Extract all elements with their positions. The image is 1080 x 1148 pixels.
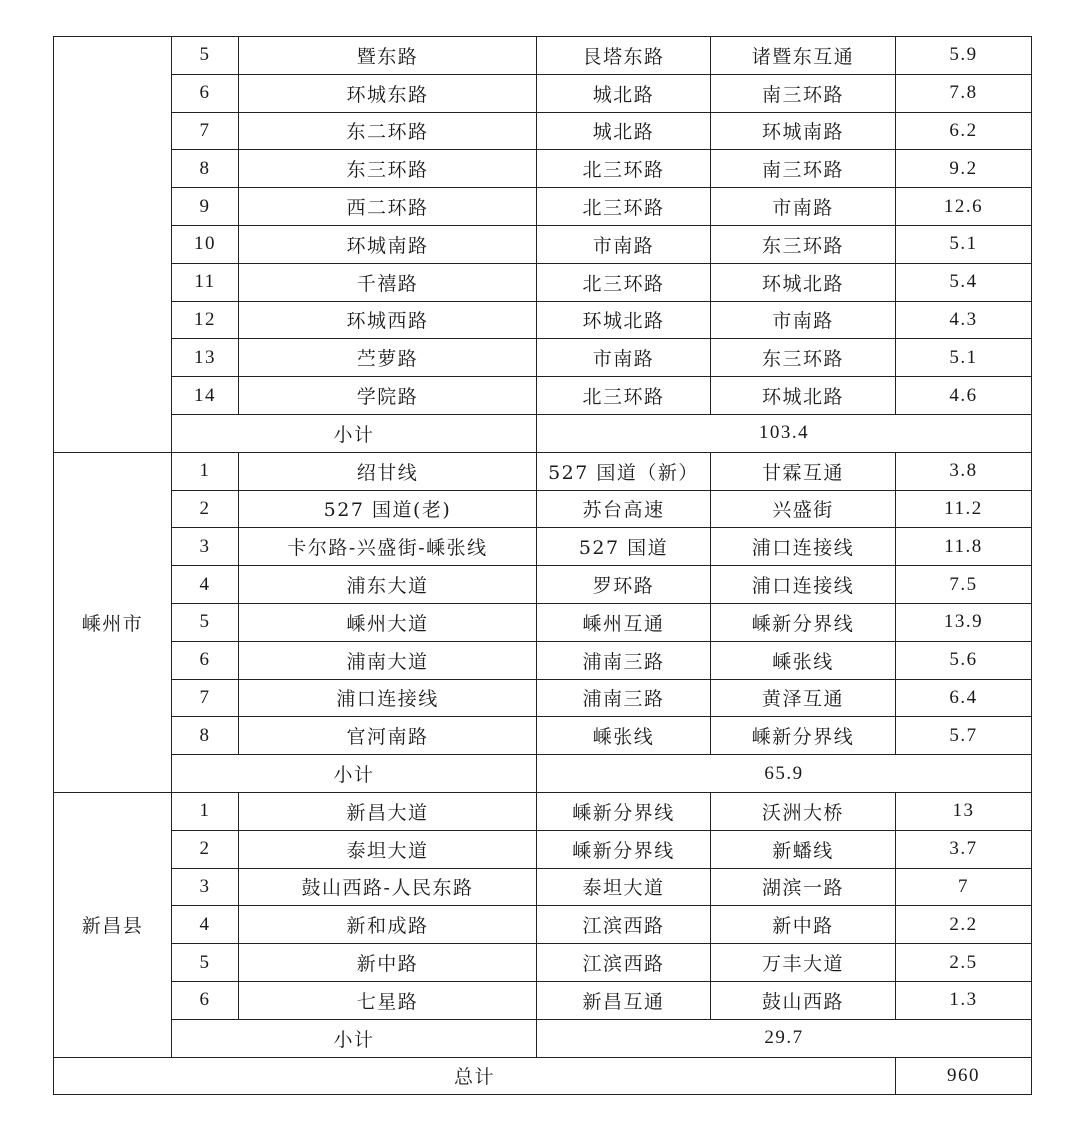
road-name-cell: 暨东路	[239, 37, 537, 75]
subtotal-label: 小计	[172, 414, 537, 452]
end-point-cell: 新中路	[711, 906, 896, 944]
row-number-cell: 7	[172, 679, 239, 717]
length-cell: 1.3	[896, 981, 1032, 1019]
end-point-cell: 环城北路	[711, 377, 896, 415]
length-cell: 7	[896, 868, 1032, 906]
table-row	[54, 377, 1032, 415]
subtotal-label: 小计	[172, 1019, 537, 1057]
end-point-cell: 新蟠线	[711, 830, 896, 868]
start-point-cell: 泰坦大道	[537, 868, 711, 906]
district-cell: 新昌县	[54, 792, 172, 1057]
end-point-cell: 环城北路	[711, 263, 896, 301]
end-point-cell: 市南路	[711, 188, 896, 226]
length-cell: 13	[896, 792, 1032, 830]
start-point-cell: 罗环路	[537, 566, 711, 604]
length-cell: 5.6	[896, 641, 1032, 679]
length-cell: 13.9	[896, 603, 1032, 641]
road-name-cell: 新中路	[239, 944, 537, 982]
subtotal-value: 103.4	[537, 414, 1032, 452]
table-row	[54, 490, 1032, 528]
subtotal-row	[54, 414, 1032, 452]
end-point-cell: 浦口连接线	[711, 566, 896, 604]
road-name-cell: 浦南大道	[239, 641, 537, 679]
end-point-cell: 嵊张线	[711, 641, 896, 679]
row-number-cell: 5	[172, 603, 239, 641]
table-row	[54, 150, 1032, 188]
table-row	[54, 225, 1032, 263]
row-number-cell: 12	[172, 301, 239, 339]
start-point-cell: 江滨西路	[537, 906, 711, 944]
row-number-cell: 9	[172, 188, 239, 226]
roads-table	[53, 36, 1032, 1095]
total-value: 960	[896, 1057, 1032, 1095]
road-name-cell: 嵊州大道	[239, 603, 537, 641]
end-point-cell: 湖滨一路	[711, 868, 896, 906]
start-point-cell: 艮塔东路	[537, 37, 711, 75]
road-name-cell: 西二环路	[239, 188, 537, 226]
table-row	[54, 981, 1032, 1019]
length-cell: 7.8	[896, 74, 1032, 112]
row-number-cell: 5	[172, 944, 239, 982]
start-point-cell: 527 国道	[537, 528, 711, 566]
start-point-cell: 北三环路	[537, 263, 711, 301]
road-name-cell: 学院路	[239, 377, 537, 415]
end-point-cell: 南三环路	[711, 74, 896, 112]
table-row	[54, 188, 1032, 226]
road-name-cell: 浦口连接线	[239, 679, 537, 717]
roads-table-body	[54, 37, 1032, 1095]
table-row	[54, 717, 1032, 755]
length-cell: 3.7	[896, 830, 1032, 868]
start-point-cell: 北三环路	[537, 377, 711, 415]
road-name-cell: 绍甘线	[239, 452, 537, 490]
length-cell: 3.8	[896, 452, 1032, 490]
road-name-cell: 七星路	[239, 981, 537, 1019]
row-number-cell: 5	[172, 37, 239, 75]
table-row	[54, 566, 1032, 604]
table-row	[54, 944, 1032, 982]
table-row	[54, 679, 1032, 717]
road-name-cell: 527 国道(老)	[239, 490, 537, 528]
length-cell: 9.2	[896, 150, 1032, 188]
table-row	[54, 112, 1032, 150]
road-name-cell: 东二环路	[239, 112, 537, 150]
start-point-cell: 城北路	[537, 74, 711, 112]
start-point-cell: 市南路	[537, 225, 711, 263]
table-row	[54, 339, 1032, 377]
row-number-cell: 8	[172, 150, 239, 188]
table-row	[54, 830, 1032, 868]
start-point-cell: 新昌互通	[537, 981, 711, 1019]
start-point-cell: 市南路	[537, 339, 711, 377]
start-point-cell: 嵊张线	[537, 717, 711, 755]
road-name-cell: 苎萝路	[239, 339, 537, 377]
row-number-cell: 13	[172, 339, 239, 377]
row-number-cell: 2	[172, 490, 239, 528]
row-number-cell: 4	[172, 566, 239, 604]
road-name-cell: 卡尔路-兴盛街-嵊张线	[239, 528, 537, 566]
end-point-cell: 南三环路	[711, 150, 896, 188]
end-point-cell: 环城南路	[711, 112, 896, 150]
total-label: 总计	[54, 1057, 896, 1095]
subtotal-label: 小计	[172, 755, 537, 793]
road-name-cell: 浦东大道	[239, 566, 537, 604]
start-point-cell: 城北路	[537, 112, 711, 150]
end-point-cell: 浦口连接线	[711, 528, 896, 566]
start-point-cell: 苏台高速	[537, 490, 711, 528]
length-cell: 4.6	[896, 377, 1032, 415]
row-number-cell: 1	[172, 452, 239, 490]
table-row	[54, 263, 1032, 301]
road-name-cell: 新和成路	[239, 906, 537, 944]
row-number-cell: 7	[172, 112, 239, 150]
end-point-cell: 鼓山西路	[711, 981, 896, 1019]
table-row	[54, 528, 1032, 566]
length-cell: 6.2	[896, 112, 1032, 150]
table-row	[54, 868, 1032, 906]
road-name-cell: 环城南路	[239, 225, 537, 263]
start-point-cell: 嵊新分界线	[537, 830, 711, 868]
row-number-cell: 8	[172, 717, 239, 755]
road-name-cell: 官河南路	[239, 717, 537, 755]
start-point-cell: 嵊新分界线	[537, 792, 711, 830]
end-point-cell: 诸暨东互通	[711, 37, 896, 75]
road-name-cell: 环城西路	[239, 301, 537, 339]
length-cell: 2.5	[896, 944, 1032, 982]
end-point-cell: 嵊新分界线	[711, 717, 896, 755]
subtotal-value: 29.7	[537, 1019, 1032, 1057]
start-point-cell: 环城北路	[537, 301, 711, 339]
road-name-cell: 环城东路	[239, 74, 537, 112]
subtotal-row	[54, 1019, 1032, 1057]
end-point-cell: 兴盛街	[711, 490, 896, 528]
length-cell: 4.3	[896, 301, 1032, 339]
row-number-cell: 6	[172, 641, 239, 679]
table-row	[54, 792, 1032, 830]
end-point-cell: 东三环路	[711, 339, 896, 377]
row-number-cell: 3	[172, 868, 239, 906]
length-cell: 5.1	[896, 225, 1032, 263]
table-row	[54, 301, 1032, 339]
length-cell: 11.8	[896, 528, 1032, 566]
table-row	[54, 603, 1032, 641]
end-point-cell: 嵊新分界线	[711, 603, 896, 641]
end-point-cell: 东三环路	[711, 225, 896, 263]
table-row	[54, 37, 1032, 75]
length-cell: 5.1	[896, 339, 1032, 377]
row-number-cell: 2	[172, 830, 239, 868]
end-point-cell: 黄泽互通	[711, 679, 896, 717]
road-name-cell: 新昌大道	[239, 792, 537, 830]
road-name-cell: 千禧路	[239, 263, 537, 301]
row-number-cell: 4	[172, 906, 239, 944]
length-cell: 5.7	[896, 717, 1032, 755]
end-point-cell: 市南路	[711, 301, 896, 339]
start-point-cell: 江滨西路	[537, 944, 711, 982]
start-point-cell: 北三环路	[537, 150, 711, 188]
row-number-cell: 11	[172, 263, 239, 301]
start-point-cell: 北三环路	[537, 188, 711, 226]
district-cell: 嵊州市	[54, 452, 172, 792]
row-number-cell: 3	[172, 528, 239, 566]
subtotal-value: 65.9	[537, 755, 1032, 793]
road-name-cell: 鼓山西路-人民东路	[239, 868, 537, 906]
subtotal-row	[54, 755, 1032, 793]
row-number-cell: 1	[172, 792, 239, 830]
length-cell: 11.2	[896, 490, 1032, 528]
row-number-cell: 6	[172, 981, 239, 1019]
length-cell: 5.9	[896, 37, 1032, 75]
start-point-cell: 浦南三路	[537, 679, 711, 717]
road-name-cell: 东三环路	[239, 150, 537, 188]
road-name-cell: 泰坦大道	[239, 830, 537, 868]
end-point-cell: 万丰大道	[711, 944, 896, 982]
row-number-cell: 6	[172, 74, 239, 112]
district-cell	[54, 37, 172, 453]
length-cell: 5.4	[896, 263, 1032, 301]
start-point-cell: 嵊州互通	[537, 603, 711, 641]
table-row	[54, 452, 1032, 490]
length-cell: 6.4	[896, 679, 1032, 717]
start-point-cell: 浦南三路	[537, 641, 711, 679]
length-cell: 7.5	[896, 566, 1032, 604]
table-row	[54, 74, 1032, 112]
table-row	[54, 641, 1032, 679]
end-point-cell: 沃洲大桥	[711, 792, 896, 830]
row-number-cell: 10	[172, 225, 239, 263]
end-point-cell: 甘霖互通	[711, 452, 896, 490]
table-row	[54, 906, 1032, 944]
row-number-cell: 14	[172, 377, 239, 415]
length-cell: 12.6	[896, 188, 1032, 226]
total-row	[54, 1057, 1032, 1095]
start-point-cell: 527 国道（新）	[537, 452, 711, 490]
length-cell: 2.2	[896, 906, 1032, 944]
